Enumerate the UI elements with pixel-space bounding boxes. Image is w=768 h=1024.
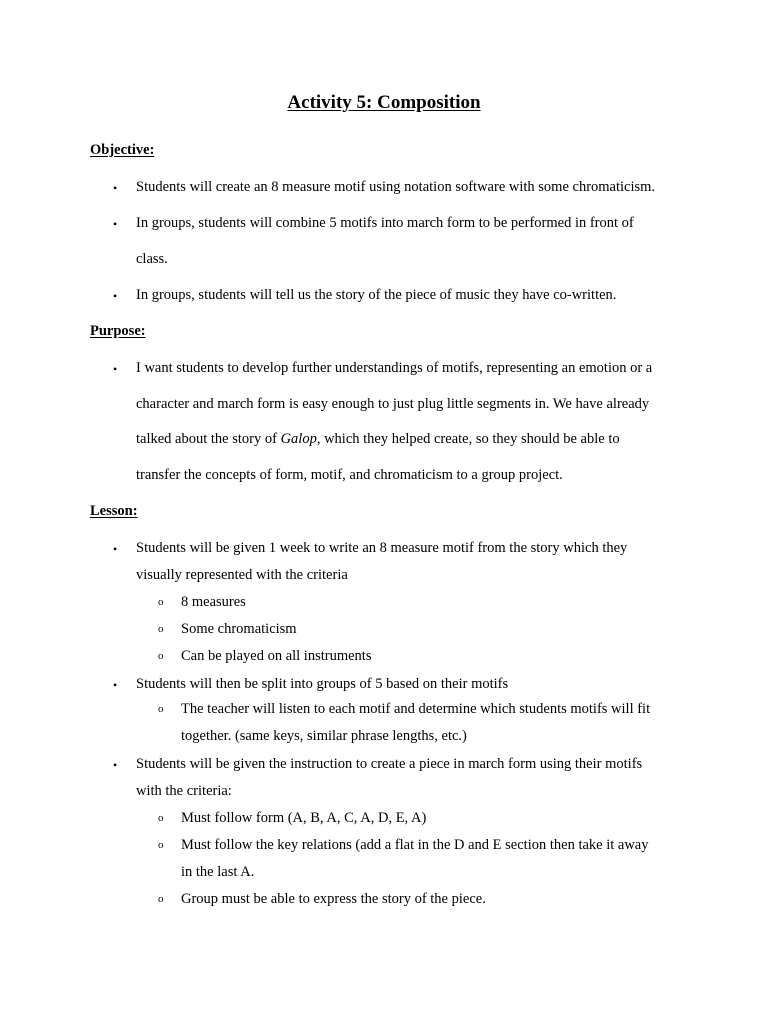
objective-heading: Objective: [90, 142, 155, 158]
sub-bullet-marker: o [158, 703, 164, 715]
lesson-item-1-line-1: Students will be given 1 week to write an 8 measure motif from the story which they [136, 540, 628, 556]
purpose-line-3 [136, 431, 620, 448]
sub-bullet-marker: o [158, 596, 164, 608]
bullet-marker: • [113, 362, 118, 376]
bullet-marker: • [113, 758, 118, 772]
bullet-marker: • [113, 181, 118, 195]
sub-bullet-marker: o [158, 812, 164, 824]
objective-item-3: In groups, students will tell us the story of the piece of music they have co-written. [136, 287, 617, 303]
lesson-item-2-sub-line-1: The teacher will listen to each motif and determine which students motifs will fit [181, 701, 651, 717]
lesson-heading: Lesson: [90, 503, 138, 519]
page-title: Activity 5: Composition [287, 92, 481, 113]
sub-bullet-marker: o [158, 893, 164, 905]
lesson-item-3-line-2: with the criteria: [136, 783, 232, 799]
bullet-marker: • [113, 289, 118, 303]
bullet-marker: • [113, 542, 118, 556]
objective-item-1: Students will create an 8 measure motif using notation software with some chromaticism. [136, 179, 656, 195]
objective-item-2-line-1: In groups, students will combine 5 motifs into march form to be performed in front of [136, 215, 634, 231]
purpose-line-3-start: talked about the story of [136, 431, 281, 447]
lesson-item-3-line-1: Students will be given the instruction to create a piece in march form using their motifs [136, 756, 643, 772]
purpose-line-3-end: , which they helped create, so they should be able to [316, 431, 620, 447]
lesson-item-3-sub-3: Group must be able to express the story of the piece. [181, 891, 486, 907]
bullet-marker: • [113, 678, 118, 692]
lesson-item-2-sub-line-2: together. (same keys, similar phrase lengths, etc.) [181, 728, 467, 744]
lesson-item-3-sub-1: Must follow form (A, B, A, C, A, D, E, A) [181, 810, 427, 826]
galop-title: Galop [280, 431, 317, 447]
lesson-item-1-sub-3: Can be played on all instruments [181, 648, 372, 664]
sub-bullet-marker: o [158, 839, 164, 851]
sub-bullet-marker: o [158, 623, 164, 635]
lesson-item-3-sub-2-line-1: Must follow the key relations (add a flat in the D and E section then take it away [181, 837, 649, 853]
lesson-item-3-sub-2-line-2: in the last A. [181, 864, 255, 880]
lesson-item-1-line-2: visually represented with the criteria [136, 567, 348, 583]
sub-bullet-marker: o [158, 650, 164, 662]
lesson-item-1-sub-2: Some chromaticism [181, 621, 297, 637]
lesson-item-1-sub-1: 8 measures [181, 594, 246, 610]
purpose-line-1: I want students to develop further understandings of motifs, representing an emotion or a [136, 360, 653, 376]
purpose-line-2: character and march form is easy enough to just plug little segments in. We have already [136, 396, 650, 412]
lesson-item-2: Students will then be split into groups of 5 based on their motifs [136, 676, 509, 692]
bullet-marker: • [113, 217, 118, 231]
objective-item-2-line-2: class. [136, 251, 168, 267]
purpose-line-4: transfer the concepts of form, motif, and chromaticism to a group project. [136, 467, 563, 483]
purpose-heading: Purpose: [90, 323, 146, 339]
